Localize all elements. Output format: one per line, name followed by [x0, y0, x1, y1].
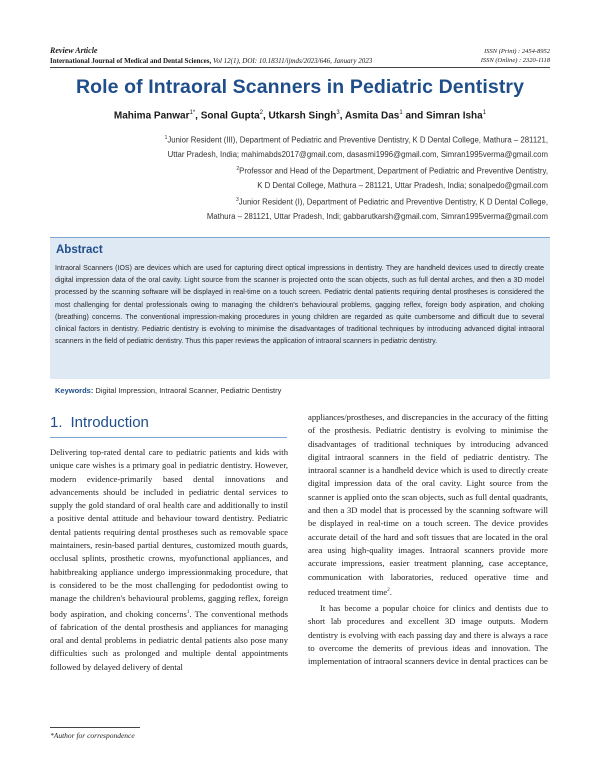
paragraph: It has become a popular choice for clinics and dentists due to short lab procedures and excellent 3D image outputs. Modern dentistry is evolving with each passing day and there is always a race to overcome the demerits of previous ideas and innovation. The implementation of intraoral scanners device in dental practices can be [308, 603, 548, 667]
author-name: Utkarsh Singh [268, 110, 337, 122]
section-heading [50, 414, 149, 431]
affiliation-line: Mathura – 281121, Uttar Pradesh, Indi; gabbarutkarsh@gmail.com, Simran1995verma@gmail.com [206, 212, 548, 222]
keywords [55, 386, 281, 395]
abstract-text: Intraoral Scanners (IOS) are devices which are used for capturing direct optical impressions in dentistry. They are handheld devices used to directly create digital impression data of the oral cavity. Light source from the scanner is projected onto the scan objects, such as full dental arches, and then a 3D model processed by the scanning software will be displayed in real-time on a touch screen. Pediatric dental patients requiring dental prostheses is considered the most challenging for dental professionals owing to managing the children's behavioural problems, gagging reflex, foreign body aspiration, and choking (breathing) concerns. The conventional impression-making procedures in young children are regarded as quite cumbersome and difficult due to several clinical factors in dentistry. Pediatric dentistry is evolving to minimise the disadvantages of traditional techniques by introducing advanced digital intraoral scanners in the field of pediatric dentistry. Thus this paper reviews the application of intraoral scanners in pediatric dentistry. [55, 265, 544, 346]
journal-header [50, 46, 372, 66]
section-rule [50, 437, 287, 438]
section-number: 1. [50, 414, 63, 431]
author-sup: 1 [482, 110, 487, 116]
journal-citation: Vol 12(1), DOI: 10.18311/ijmds/2023/646, January 2023 [211, 57, 373, 65]
issn-block [481, 47, 550, 65]
affiliation-line: $^2$Professor and Head of the Department, Department of Pediatric and Preventive Dentistry, [236, 166, 548, 176]
issn-online: ISSN (Online) : 2320-1118 [480, 57, 550, 64]
affiliation-line: K D Dental College, Mathura – 281121, Uttar Pradesh, India; sonalpedo@gmail.com [257, 181, 548, 191]
journal-name: International Journal of Medical and Dental Sciences, [50, 57, 212, 65]
section-title: Introduction [70, 414, 149, 431]
footnote: *Author for correspondence [50, 731, 135, 740]
affiliations [48, 131, 548, 225]
article-title: Role of Intraoral Scanners in Pediatric Dentistry [75, 76, 525, 98]
footnote-rule [50, 727, 140, 728]
author-name: Asmita Das [344, 110, 400, 122]
article-type: Review Article [50, 46, 98, 55]
keywords-text: Digital Impression, Intraoral Scanner, Pediatric Dentistry [93, 386, 282, 395]
author-sup: 3 [336, 110, 340, 116]
header-rule [50, 67, 550, 68]
author-sup: 2 [259, 110, 263, 116]
author-name: Sonal Gupta [200, 110, 260, 122]
reference-mark: 2 [387, 587, 390, 593]
abstract-heading: Abstract [56, 244, 103, 256]
reference-mark: 1 [186, 609, 190, 615]
author-sup: 1 [399, 110, 403, 116]
author-name: Mahima Panwar [113, 110, 190, 122]
author-list: Mahima Panwar$^{1*}$, Sonal Gupta$^2$, Utkarsh Singh$^3$, Asmita Das$^1$ and Simran Isha$^1$ [113, 110, 487, 122]
author-sup: 1* [189, 110, 196, 116]
paragraph: appliances/prostheses, and discrepancies in the accuracy of the fitting of the prosthesis. Pediatric dentistry is evolving to minimise the disadvantages of traditional techniques by introducing advanced digital intraoral scanners in the field of pediatric dentistry. The intraoral scanner is a handheld device which is used to directly create digital impression data of the oral cavity. Light source from the scanner is applied onto the scan objects, such as full dental quadrants, and then a 3D model that is processed by the scanning software will be displayed in real-time on a touch screen. The device provides accurate detail of the hard and soft tissues that are located in the oral area using high-quality images. Intraoral scanners provide more accurate impressions, easier treatment planning, case acceptance, communication with laboratories, reduced operative time and reduced treatment time$^2$. [308, 412, 548, 597]
affiliation-line: Uttar Pradesh, India; mahimabds2017@gmail.com, dasasmi1996@gmail.com, Simran1995verma@gmail.com [167, 149, 548, 159]
affiliation-line: $^1$Junior Resident (III), Department of Pediatric and Preventive Dentistry, K D Dental College, Mathura – 281121, [164, 135, 548, 145]
issn-print: ISSN (Print) : 2454-8952 [484, 48, 550, 55]
keywords-label: Keywords: [55, 386, 94, 395]
body-column-left [50, 446, 288, 674]
affiliation-line: $^3$Junior Resident (I), Department of Pediatric and Preventive Dentistry, K D Dental College, [235, 197, 548, 207]
paragraph: Delivering top-rated dental care to pediatric patients and kids with unique care wishes is a primary goal in pediatric dentistry. However, modern evidence-primarily based dental innovations and advancements should be included in pediatric dental services to supply the gold standard of oral health care and additionally to instil a positive dental attitude and behaviour toward dentistry. Pediatric dental patients requiring dental prostheses such as removable space maintainers, resin-based partial dentures, customized mouth guards, occlusal splints, prosthetic crowns, myofunctional appliances, and habitbreaking appliance undergo impressionmaking procedure, that is considered to be the most challenging for pedodontist owing to manage the children's behavioural problems, gagging reflex, foreign body aspiration, and choking concerns$^1$. The conventional methods of fabrication of the dental prosthesis and appliances for managing oral and dental problems in pediatric dental patients also pose many difficulties such as prolonged and multiple dental appointments followed by delayed delivery of dental [50, 447, 288, 672]
author-name: Simran Isha [426, 110, 483, 122]
body-column-right [308, 411, 548, 669]
